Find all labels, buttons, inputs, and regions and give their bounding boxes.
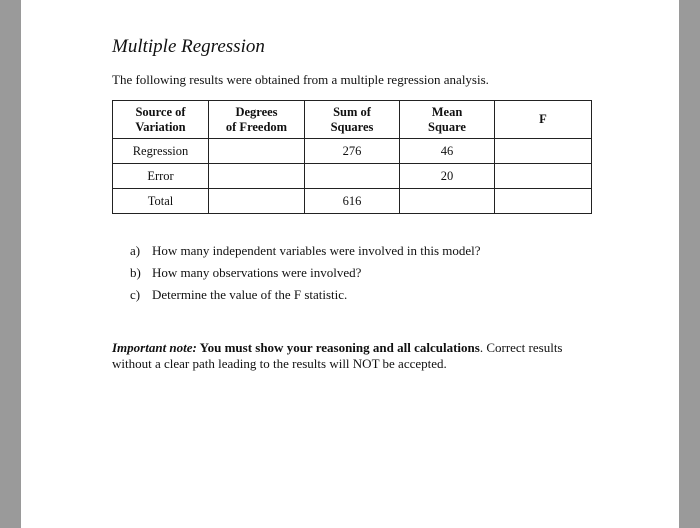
cell-ss	[305, 164, 400, 189]
cell-f	[495, 189, 592, 214]
question-text: How many independent variables were involved in this model?	[152, 243, 481, 258]
table-row	[113, 189, 592, 214]
header-f: F	[495, 101, 592, 139]
list-item	[130, 243, 481, 259]
cell-df	[209, 189, 305, 214]
cell-ss: 616	[305, 189, 400, 214]
header-ms: Mean Square	[400, 101, 495, 139]
note-rest: . Correct results without a clear path leading to the results will NOT be accepted.	[112, 340, 563, 371]
question-label: b)	[130, 265, 141, 280]
cell-ms	[400, 189, 495, 214]
document-page	[21, 0, 679, 528]
question-list	[130, 243, 481, 309]
header-df: Degrees of Freedom	[209, 101, 305, 139]
header-source: Source of Variation	[113, 101, 209, 139]
cell-df	[209, 139, 305, 164]
question-text: Determine the value of the F statistic.	[152, 287, 348, 302]
cell-source: Total	[113, 189, 209, 214]
anova-table	[112, 100, 592, 214]
cell-ms: 46	[400, 139, 495, 164]
note-bold: You must show your reasoning and all calculations	[196, 340, 480, 355]
cell-ms: 20	[400, 164, 495, 189]
question-label: a)	[130, 243, 141, 258]
cell-f	[495, 164, 592, 189]
cell-ss: 276	[305, 139, 400, 164]
cell-source: Error	[113, 164, 209, 189]
question-text: How many observations were involved?	[152, 265, 362, 280]
list-item	[130, 287, 481, 303]
header-ss: Sum of Squares	[305, 101, 400, 139]
page-title: Multiple Regression	[112, 36, 265, 57]
cell-df	[209, 164, 305, 189]
cell-f	[495, 139, 592, 164]
note-lead: Important note:	[112, 340, 197, 355]
question-label: c)	[130, 287, 141, 302]
intro-text: The following results were obtained from a multiple regression analysis.	[112, 72, 489, 87]
important-note	[112, 340, 582, 372]
list-item	[130, 265, 481, 281]
table-header-row	[113, 101, 592, 139]
table-row	[113, 164, 592, 189]
cell-source: Regression	[113, 139, 209, 164]
table-row	[113, 139, 592, 164]
